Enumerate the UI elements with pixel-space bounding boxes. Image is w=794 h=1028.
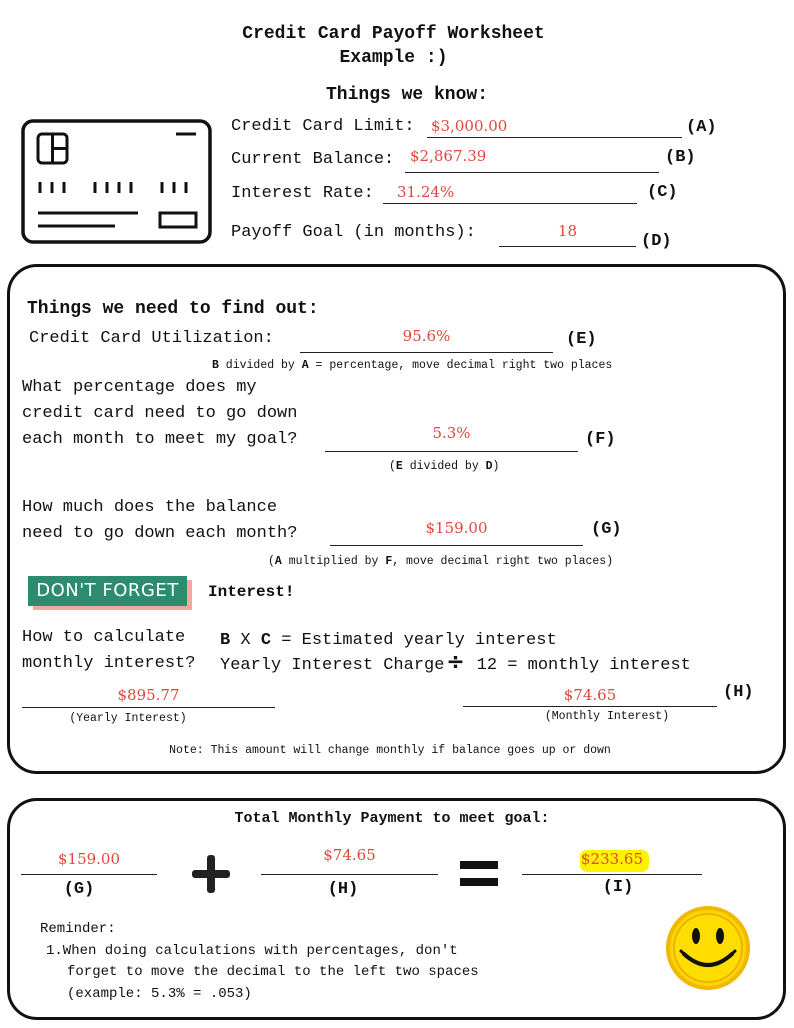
monthly-caption: (Monthly Interest) <box>544 710 670 723</box>
worksheet-title: Credit Card Payoff Worksheet <box>242 24 545 44</box>
formula-line-1 <box>220 631 557 650</box>
balance-label: Current Balance: <box>231 150 395 169</box>
total-g-value[interactable]: $159.00 <box>57 850 121 868</box>
pct-hint-d: D <box>485 460 493 473</box>
bal-hint: (A multiplied by F, move decimal right two places) <box>268 555 614 568</box>
util-hint-end: = percentage, move decimal right two places <box>308 359 613 372</box>
pct-letter: (F) <box>585 430 616 449</box>
pct-hint-e: E <box>395 460 403 473</box>
total-g-line <box>21 857 157 875</box>
formula-rest: = Estimated yearly interest <box>271 631 557 650</box>
credit-card-icon <box>20 118 214 246</box>
smiley-face-icon <box>664 904 752 992</box>
bal-hint-a: A <box>274 555 282 568</box>
goal-letter: (D) <box>641 232 672 251</box>
total-h-letter: (H) <box>327 880 359 899</box>
bal-question-2: need to go down each month? <box>22 524 298 543</box>
pct-value[interactable]: 5.3% <box>432 424 471 442</box>
monthly-line <box>463 689 717 707</box>
dont-forget-badge: DON'T FORGET <box>28 576 187 606</box>
formula-yearly: Yearly Interest Charge <box>220 656 445 675</box>
divide-icon: ÷ <box>446 650 465 675</box>
calc-question-1: How to calculate <box>22 628 186 647</box>
find-heading: Things we need to find out: <box>27 299 319 319</box>
util-letter: (E) <box>566 330 597 349</box>
equals-icon <box>460 861 498 887</box>
pct-hint-mid: divided by <box>402 460 486 473</box>
util-hint-mid: divided by <box>218 359 302 372</box>
worksheet-subtitle: Example :) <box>339 48 448 68</box>
bal-line <box>330 528 583 546</box>
reminder-line-1: 1.When doing calculations with percentages, don't <box>46 943 458 959</box>
note-text: Note: This amount will change monthly if balance goes up or down <box>169 744 611 757</box>
goal-line <box>499 229 636 247</box>
reminder-title: Reminder: <box>40 921 116 937</box>
limit-label: Credit Card Limit: <box>231 117 415 136</box>
total-i-line <box>522 857 702 875</box>
util-value[interactable]: 95.6% <box>402 327 451 345</box>
pct-question-1: What percentage does my <box>22 378 257 397</box>
yearly-value[interactable]: $895.77 <box>117 686 180 704</box>
rate-value[interactable]: 31.24% <box>397 183 455 201</box>
monthly-value[interactable]: $74.65 <box>563 686 617 704</box>
util-label: Credit Card Utilization: <box>29 329 274 348</box>
bal-question-1: How much does the balance <box>22 498 278 517</box>
bal-hint-end: , move decimal right two places <box>392 555 607 568</box>
limit-value[interactable]: $3,000.00 <box>431 117 508 135</box>
total-h-line <box>261 857 438 875</box>
bal-value[interactable]: $159.00 <box>425 519 488 537</box>
total-h-value[interactable]: $74.65 <box>323 846 376 864</box>
goal-label: Payoff Goal (in months): <box>231 223 476 242</box>
rate-label: Interest Rate: <box>231 184 374 203</box>
limit-letter: (A) <box>686 118 717 137</box>
formula-b: B <box>220 631 231 650</box>
total-g-letter: (G) <box>63 880 95 899</box>
known-heading: Things we know: <box>325 85 489 105</box>
formula-x: X <box>230 631 261 650</box>
pct-hint: (E divided by D) <box>389 460 500 473</box>
monthly-letter: (H) <box>723 683 754 702</box>
yearly-caption: (Yearly Interest) <box>69 712 187 725</box>
pct-question-3: each month to meet my goal? <box>22 430 298 449</box>
pct-question-2: credit card need to go down <box>22 404 298 423</box>
balance-line <box>405 155 659 173</box>
bal-letter: (G) <box>591 520 622 539</box>
goal-value[interactable]: 18 <box>557 222 578 240</box>
calc-question-2: monthly interest? <box>22 654 196 673</box>
interest-label: Interest! <box>208 583 295 601</box>
balance-value[interactable]: $2,867.39 <box>410 147 487 165</box>
util-hint-a: A <box>301 359 309 372</box>
formula-monthly: 12 = monthly interest <box>466 656 691 675</box>
util-line <box>300 335 553 353</box>
rate-letter: (C) <box>647 183 678 202</box>
rate-line <box>383 186 637 204</box>
bal-hint-f: F <box>385 555 393 568</box>
bal-hint-mid: multiplied by <box>281 555 386 568</box>
util-hint-b: B <box>212 359 219 372</box>
total-i-letter: (I) <box>602 878 634 897</box>
plus-icon <box>192 855 230 893</box>
yearly-line <box>22 690 275 708</box>
formula-line-2 <box>220 650 691 675</box>
reminder-line-3: (example: 5.3% = .053) <box>67 986 252 1002</box>
limit-line <box>427 120 682 138</box>
util-hint <box>212 359 612 372</box>
total-i-value[interactable]: $233.65 <box>580 850 644 868</box>
reminder-line-2: forget to move the decimal to the left two spaces <box>67 964 479 980</box>
formula-c: C <box>260 631 272 650</box>
pct-line <box>325 434 578 452</box>
total-heading: Total Monthly Payment to meet goal: <box>234 810 550 827</box>
balance-letter: (B) <box>665 148 696 167</box>
